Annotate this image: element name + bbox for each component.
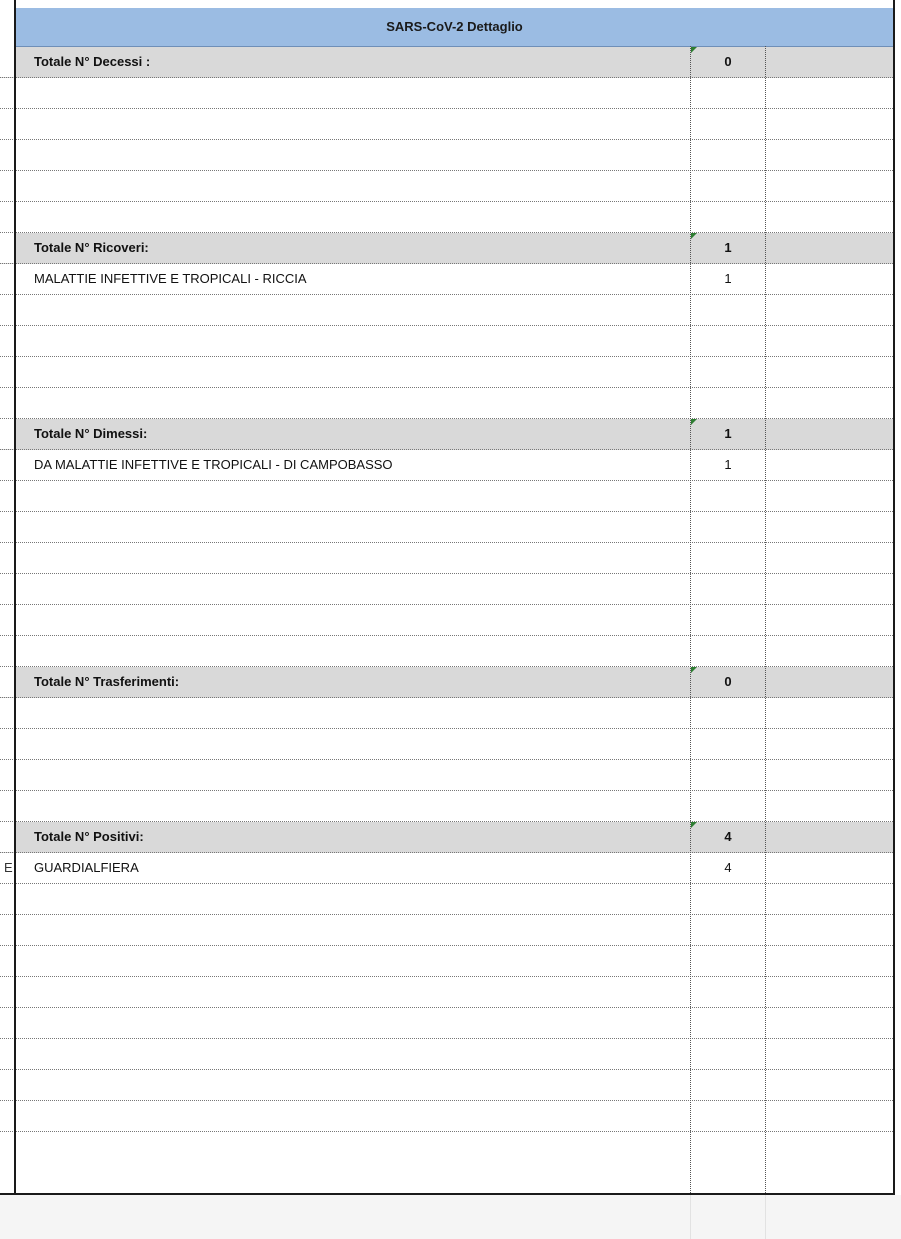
table-row[interactable]: [0, 915, 893, 946]
table-row[interactable]: [0, 977, 893, 1008]
total-value: 0: [724, 54, 732, 69]
table-border-left: [14, 0, 16, 1195]
table-row[interactable]: [0, 1008, 893, 1039]
table-row[interactable]: [0, 140, 893, 171]
table-row[interactable]: [0, 481, 893, 512]
total-label: Totale N° Trasferimenti:: [34, 674, 180, 689]
table-row[interactable]: [0, 884, 893, 915]
table-row[interactable]: [0, 605, 893, 636]
total-row[interactable]: [0, 47, 893, 78]
detail-label: MALATTIE INFETTIVE E TROPICALI - RICCIA: [34, 271, 307, 286]
table-row[interactable]: [0, 450, 893, 481]
table-row[interactable]: [0, 171, 893, 202]
detail-label: DA MALATTIE INFETTIVE E TROPICALI - DI CAMPOBASSO: [34, 457, 393, 472]
total-value: 0: [724, 674, 732, 689]
total-row[interactable]: [0, 233, 893, 264]
column-divider: [690, 46, 691, 1239]
table-row[interactable]: [0, 512, 893, 543]
total-label: Totale N° Dimessi:: [34, 426, 148, 441]
total-value: 1: [724, 240, 732, 255]
total-row[interactable]: [0, 822, 893, 853]
table-row[interactable]: [0, 791, 893, 822]
table-row[interactable]: [0, 109, 893, 140]
table-row[interactable]: [0, 1101, 893, 1132]
detail-value: 1: [724, 271, 732, 286]
total-label: Totale N° Positivi:: [34, 829, 144, 844]
total-label: Totale N° Decessi :: [34, 54, 151, 69]
column-divider: [765, 46, 766, 1239]
total-value: 1: [724, 426, 732, 441]
column-divider: [765, 1195, 766, 1239]
table-row[interactable]: [0, 326, 893, 357]
table-row[interactable]: [0, 543, 893, 574]
column-divider: [690, 1195, 691, 1239]
table-row[interactable]: [0, 1070, 893, 1101]
cell-comment-flag-icon: [691, 419, 697, 425]
total-row[interactable]: [0, 419, 893, 450]
total-label: Totale N° Ricoveri:: [34, 240, 149, 255]
total-value: 4: [724, 829, 732, 844]
table-row[interactable]: [0, 853, 893, 884]
table-row[interactable]: [0, 946, 893, 977]
table-row[interactable]: [0, 1039, 893, 1070]
table-row[interactable]: [0, 698, 893, 729]
table-row[interactable]: [0, 357, 893, 388]
cell-comment-flag-icon: [691, 233, 697, 239]
table-row[interactable]: [0, 636, 893, 667]
table-row[interactable]: [0, 388, 893, 419]
edge-cell-text: E: [4, 860, 13, 875]
table-row[interactable]: [0, 760, 893, 791]
detail-label: GUARDIALFIERA: [34, 860, 139, 875]
table-row[interactable]: [0, 202, 893, 233]
cell-comment-flag-icon: [691, 47, 697, 53]
table-row[interactable]: [0, 78, 893, 109]
table-row[interactable]: [0, 295, 893, 326]
cell-comment-flag-icon: [691, 667, 697, 673]
detail-value: 4: [724, 860, 732, 875]
total-row[interactable]: [0, 667, 893, 698]
table-row[interactable]: [0, 264, 893, 295]
table-row[interactable]: [0, 729, 893, 760]
empty-sheet-gridlines: [0, 1195, 901, 1239]
cell-comment-flag-icon: [691, 822, 697, 828]
detail-value: 1: [724, 457, 732, 472]
page-title: SARS-CoV-2 Dettaglio: [386, 19, 523, 34]
table-row[interactable]: [0, 574, 893, 605]
table-border-right: [893, 0, 895, 1195]
